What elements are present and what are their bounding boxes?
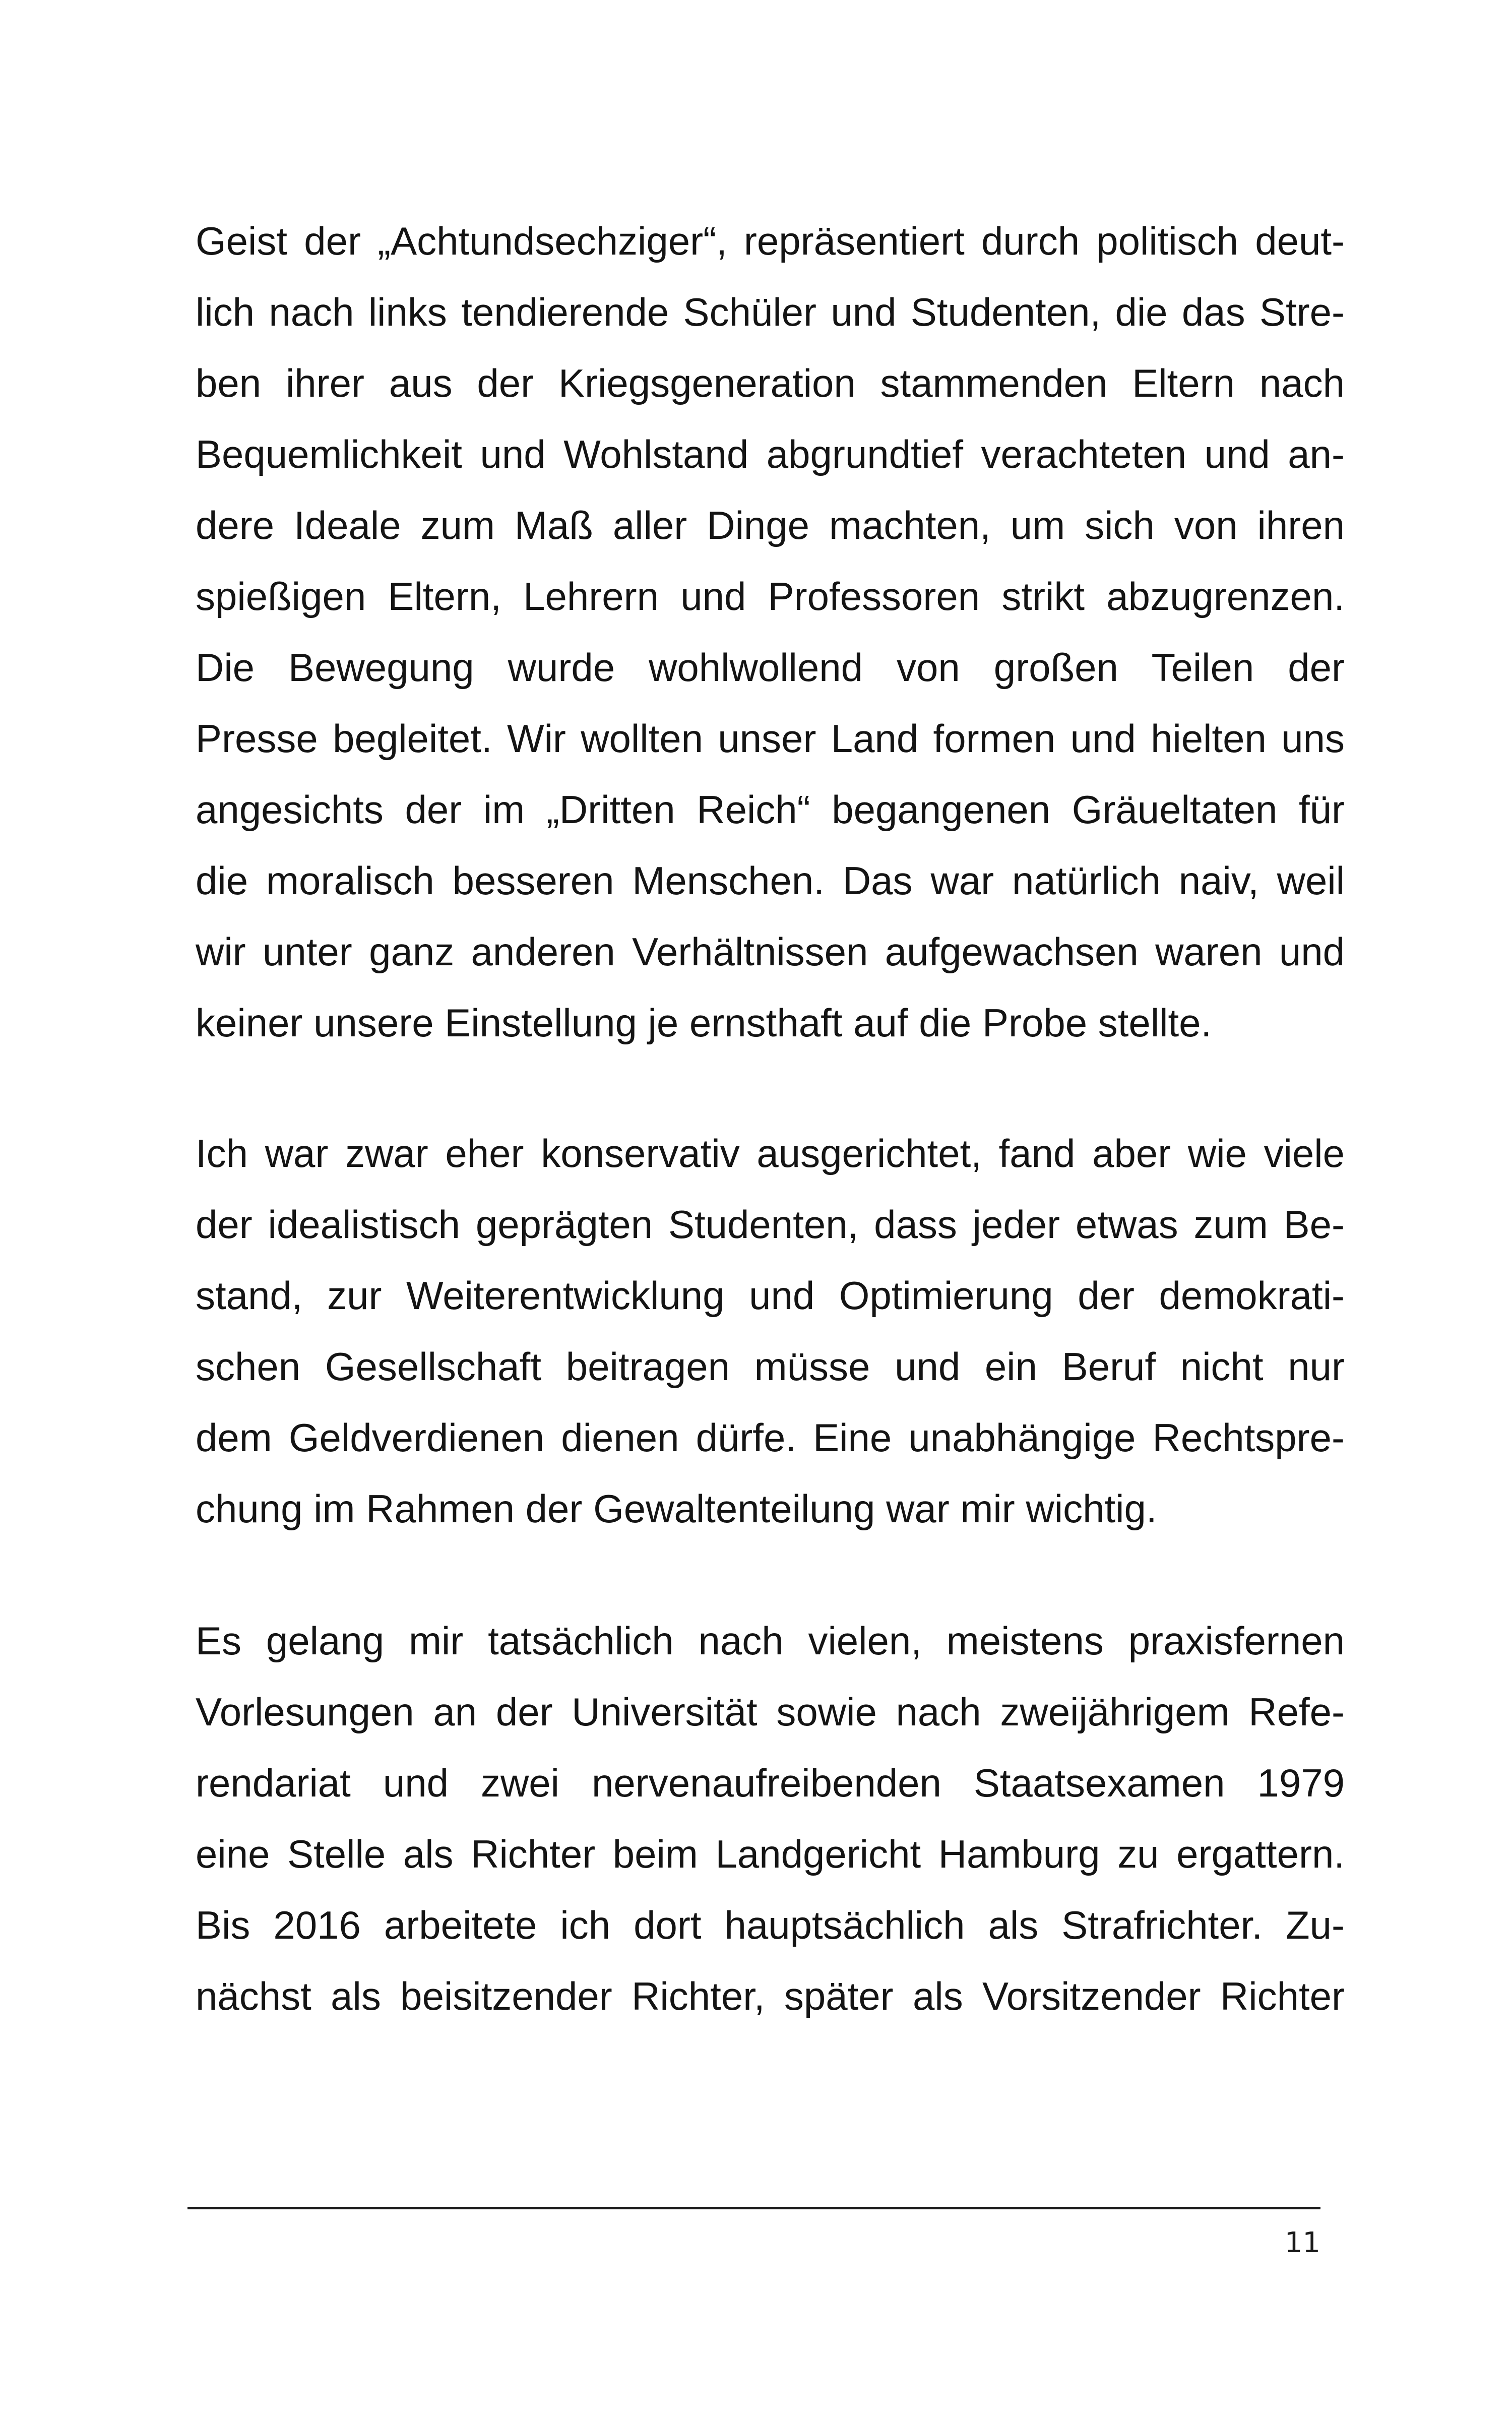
paragraph-2	[196, 1118, 1345, 1544]
text-line: lich nach links tendierende Schüler und Studenten, die das Stre-	[196, 290, 1345, 334]
text-line: Bequemlichkeit und Wohlstand abgrundtief verachteten und an-	[196, 432, 1345, 476]
text-line: die moralisch besseren Menschen. Das war natürlich naiv, weil	[196, 858, 1345, 903]
text-line: angesichts der im „Dritten Reich“ begangenen Gräueltaten für	[196, 787, 1345, 832]
footer-divider	[187, 2207, 1320, 2209]
text-line: wir unter ganz anderen Verhältnissen aufgewachsen waren und	[196, 929, 1345, 974]
page-number: 11	[1284, 2226, 1320, 2259]
text-line: dere Ideale zum Maß aller Dinge machten, um sich von ihren	[196, 503, 1345, 547]
text-line: Vorlesungen an der Universität sowie nach zweijährigem Refe-	[196, 1690, 1345, 1734]
text-line: stand, zur Weiterentwicklung und Optimierung der demokrati-	[196, 1273, 1345, 1318]
text-line: chung im Rahmen der Gewaltenteilung war mir wichtig.	[196, 1486, 1157, 1531]
text-line: ben ihrer aus der Kriegsgeneration stammenden Eltern nach	[196, 361, 1345, 405]
paragraph-3	[196, 1605, 1345, 2032]
text-line: Die Bewegung wurde wohlwollend von großen Teilen der	[196, 645, 1345, 690]
text-line: spießigen Eltern, Lehrern und Professoren strikt abzugrenzen.	[196, 574, 1345, 618]
text-line: Presse begleitet. Wir wollten unser Land formen und hielten uns	[196, 716, 1345, 761]
text-line: Geist der „Achtundsechziger“, repräsentiert durch politisch deut-	[196, 219, 1345, 263]
text-line: schen Gesellschaft beitragen müsse und ein Beruf nicht nur	[196, 1344, 1345, 1389]
text-line: Ich war zwar eher konservativ ausgerichtet, fand aber wie viele	[196, 1131, 1345, 1175]
text-line: eine Stelle als Richter beim Landgericht Hamburg zu ergattern.	[196, 1832, 1345, 1876]
paragraph-1	[196, 206, 1345, 1059]
text-line: der idealistisch geprägten Studenten, dass jeder etwas zum Be-	[196, 1202, 1345, 1247]
text-line: Bis 2016 arbeitete ich dort hauptsächlich als Strafrichter. Zu-	[196, 1903, 1345, 1947]
text-line: Es gelang mir tatsächlich nach vielen, meistens praxisfernen	[196, 1619, 1345, 1663]
text-line: keiner unsere Einstellung je ernsthaft auf die Probe stellte.	[196, 1001, 1212, 1045]
text-line: nächst als beisitzender Richter, später als Vorsitzender Richter	[196, 1974, 1345, 2018]
text-line: rendariat und zwei nervenaufreibenden Staatsexamen 1979	[196, 1761, 1345, 1805]
text-line: dem Geldverdienen dienen dürfe. Eine unabhängige Rechtspre-	[196, 1415, 1345, 1460]
